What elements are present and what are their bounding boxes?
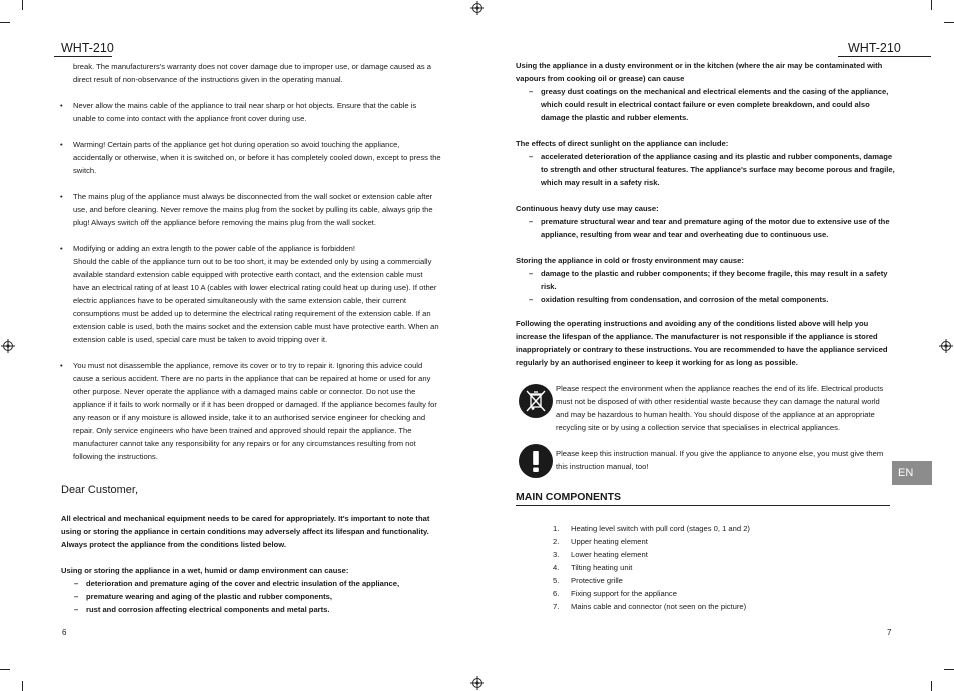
dash: – [529, 87, 534, 96]
registration-mark-icon [470, 1, 484, 15]
model-header: WHT-210 [61, 41, 114, 55]
environment-note: Please respect the environment when the appliance reaches the end of its life. Electrical products must not be disposed of with other residential waste because they can damage the natural world and may be hazardous to human health. You should dispose of the appliance at an appropriate recycling site or by using a collection service that specialises in electrical appliances. [556, 384, 884, 432]
list-item-text: The mains plug of the appliance must always be disconnected from the wall socket or extension cable after use, and before cleaning. Never remove the mains plug from the socket by pulling its cable, always grip the plug! Always switch off the appliance before removing the mains plug from the wall socket. [73, 192, 433, 227]
list-item [553, 522, 883, 535]
list-item-text: Warming! Certain parts of the appliance get hot during operation so avoid touching the appliance, accidentally or otherwise, when it is switched on, or before it has completely cooled down, except to press the switch. [73, 140, 441, 175]
list-item [74, 577, 442, 590]
header-rule [838, 56, 931, 57]
registration-mark-icon [470, 676, 484, 690]
crop-mark [931, 681, 932, 691]
list-item-text: rust and corrosion affecting electrical components and metal parts. [86, 605, 330, 614]
item-label: Upper heating element [571, 537, 648, 546]
intro-text: break. The manufacturers's warranty does not cover damage due to improper use, or damage caused as a direct result of non-observance of the instructions given in the operating manual. [73, 62, 431, 84]
crop-mark [0, 22, 10, 23]
list-item-text: premature wearing and aging of the plastic and rubber components, [86, 592, 332, 601]
model-header: WHT-210 [848, 41, 901, 55]
list-item-text: deterioration and premature aging of the cover and electric insulation of the appliance, [86, 579, 400, 588]
item-label: Heating level switch with pull cord (stages 0, 1 and 2) [571, 524, 750, 533]
list-item [60, 359, 441, 463]
list-item-text: Modifying or adding an extra length to the power cable of the appliance is forbidden! Should the cable of the appliance turn out to be too short, it may be extended only by using a commercially available standard extension cable equipped with protective earth contact, and the extension cable must have an electrical rating of at least 10 A (cables with lower electrical rating could heat up during use). If other electric appliances have to be operated simultaneously with the same extension cable, their current consumptions must be added up to determine the electrical rating requirement of the extension cable. If an extension cable is used, both the mains socket and the extension cable must have protective earth. When an extension cable is used, special care must be taken to avoid tripping over it. [73, 244, 439, 344]
cold-heading: Storing the appliance in cold or frosty environment may cause: [516, 256, 744, 265]
dash: – [529, 295, 534, 304]
bullet: • [60, 361, 63, 370]
crossed-out-wheelie-bin-icon [519, 384, 553, 418]
page-number: 7 [887, 628, 892, 637]
list-item [60, 99, 441, 125]
item-label: Fixing support for the appliance [571, 589, 677, 598]
crop-mark [931, 0, 932, 10]
bullet: • [60, 244, 63, 253]
list-item [553, 561, 883, 574]
list-item-text: greasy dust coatings on the mechanical and electrical elements and the casing of the appliance, which could result in electrical contact failure or even complete breakdown, and could also damage the plastic and rubber elements. [541, 87, 889, 122]
item-number: 7. [553, 602, 560, 611]
crop-mark [944, 22, 954, 23]
dash: – [529, 152, 534, 161]
list-item-text: accelerated deterioration of the appliance casing and its plastic and rubber components, damage to strength and other structural features. The appliance's surface may become porous and fragile, which may result in a safety risk. [541, 152, 895, 187]
bullet: • [60, 101, 63, 110]
list-item-text: You must not disassemble the appliance, remove its cover or to try to repair it. Ignoring this advice could cause a serious accident. There are no parts in the appliance that can be repaired at home or used for any other purpose. Never operate the appliance with a damaged mains cable or connector. Do not use the appliance if it fails to work normally or if it has been dropped or damaged. If the appliance becomes faulty for any reason or if any moisture is allowed inside, take it to an authorised service engineer for checking and repair. Only service engineers who have been trained and approved should repair the appliance. The manufacturer cannot take any responsibility for any repairs or for any circumstances resulting from not following the instructions. [73, 361, 437, 461]
list-item [529, 293, 891, 306]
list-item [553, 574, 883, 587]
list-item [529, 85, 891, 124]
list-item-text: oxidation resulting from condensation, and corrosion of the metal components. [541, 295, 829, 304]
list-item [74, 603, 442, 616]
crop-mark [22, 681, 23, 691]
item-label: Tilting heating unit [571, 563, 633, 572]
exclamation-icon [519, 444, 553, 478]
item-number: 4. [553, 563, 560, 572]
item-number: 3. [553, 550, 560, 559]
keep-manual-note: Please keep this instruction manual. If you give the appliance to anyone else, you must give them this instruction manual, too! [556, 449, 884, 471]
page-number: 6 [62, 628, 67, 637]
dash: – [529, 269, 534, 278]
item-label: Lower heating element [571, 550, 648, 559]
dash: – [74, 592, 79, 601]
heavy-heading: Continuous heavy duty use may cause: [516, 204, 659, 213]
list-item [553, 600, 883, 613]
list-item [553, 535, 883, 548]
list-item [553, 587, 883, 600]
language-tab: EN [892, 461, 932, 485]
list-item [529, 267, 891, 293]
components-list [553, 522, 883, 613]
list-item [553, 548, 883, 561]
list-item [529, 215, 895, 241]
care-paragraph: All electrical and mechanical equipment needs to be cared for appropriately. It's important to note that using or storing the appliance in certain conditions may adversely affect its lifespan and functionality. Always protect the appliance from the conditions listed below. [61, 514, 430, 549]
list-item [529, 150, 895, 189]
list-item [74, 590, 442, 603]
header-rule [54, 56, 112, 57]
registration-mark-icon [1, 339, 15, 353]
item-number: 6. [553, 589, 560, 598]
bullet: • [60, 140, 63, 149]
dash: – [529, 217, 534, 226]
wet-heading: Using or storing the appliance in a wet, humid or damp environment can cause: [61, 566, 349, 575]
item-number: 2. [553, 537, 560, 546]
list-item [60, 190, 441, 229]
dash: – [74, 605, 79, 614]
list-item [60, 138, 441, 177]
crop-mark [22, 0, 23, 10]
greeting: Dear Customer, [61, 484, 139, 496]
list-item-text: damage to the plastic and rubber components; if they become fragile, this may result in a safety risk. [541, 269, 888, 291]
section-title: MAIN COMPONENTS [516, 491, 621, 503]
crop-mark [944, 669, 954, 670]
following-paragraph: Following the operating instructions and avoiding any of the conditions listed above will help you increase the lifespan of the appliance. The manufacturer is not responsible if the appliance is stored inappropriately or contrary to these instructions. You are recommended to have the appliance serviced regularly by an authorised engineer to keep it working for as long as possible. [516, 319, 888, 367]
crop-mark [0, 669, 10, 670]
list-item-text: Never allow the mains cable of the appliance to trail near sharp or hot objects. Ensure that the cable is unable to come into contact with the appliance front cover during use. [73, 101, 417, 123]
sun-heading: The effects of direct sunlight on the appliance can include: [516, 139, 729, 148]
item-label: Protective grille [571, 576, 623, 585]
item-number: 5. [553, 576, 560, 585]
list-item-text: premature structural wear and tear and premature aging of the motor due to extensive use of the appliance, resulting from wear and tear and overheating due to continuous use. [541, 217, 890, 239]
dusty-heading: Using the appliance in a dusty environment or in the kitchen (where the air may be contaminated with vapours from cooking oil or grease) can cause [516, 61, 883, 83]
registration-mark-icon [939, 339, 953, 353]
bullet: • [60, 192, 63, 201]
dash: – [74, 579, 79, 588]
item-label: Mains cable and connector (not seen on the picture) [571, 602, 747, 611]
section-rule [516, 505, 890, 506]
item-number: 1. [553, 524, 560, 533]
list-item [60, 242, 441, 346]
